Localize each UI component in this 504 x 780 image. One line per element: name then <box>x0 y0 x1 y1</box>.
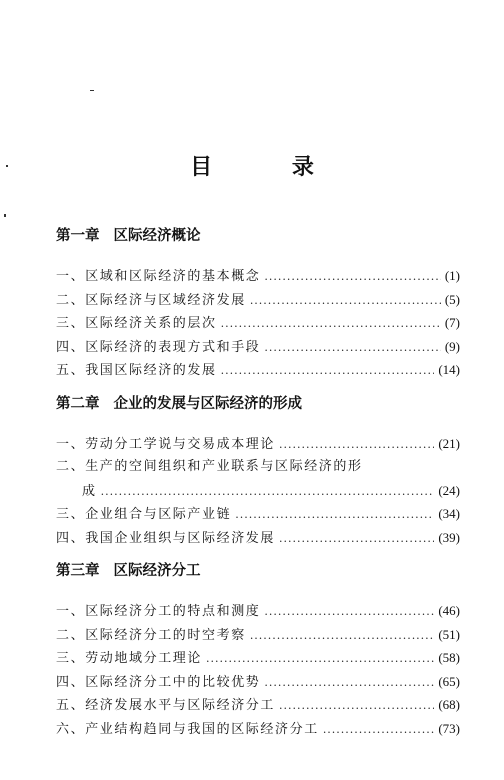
chapter-number: 第二章 <box>56 395 100 412</box>
toc-entry[interactable] <box>56 646 460 670</box>
scan-speck <box>4 214 6 217</box>
entry-list <box>56 264 460 382</box>
chapter-heading[interactable] <box>56 557 460 585</box>
entry-page: (65) <box>438 673 460 689</box>
entry-text: 二、区际经济与区域经济发展 <box>56 292 246 308</box>
entry-page: (39) <box>438 529 460 545</box>
chapter-number: 第三章 <box>56 563 100 579</box>
scan-speck <box>6 165 8 167</box>
entry-page: (68) <box>438 697 460 712</box>
entry-text: 一、劳动分工学说与交易成本理论 <box>56 436 276 452</box>
toc-entry-continuation[interactable] <box>56 479 460 503</box>
leader-dots <box>221 359 435 383</box>
toc-entry[interactable] <box>56 264 460 288</box>
toc-entry[interactable] <box>56 455 460 479</box>
toc-entry[interactable] <box>56 358 460 382</box>
leader-dots <box>264 336 440 360</box>
toc-entry[interactable] <box>56 526 460 550</box>
leader-dots <box>279 433 434 457</box>
entry-text: 一、区域和区际经济的基本概念 <box>56 269 261 284</box>
entry-page: (1) <box>444 268 460 283</box>
toc-entry[interactable] <box>56 335 460 359</box>
chapter-1 <box>56 222 460 382</box>
leader-dots <box>264 600 434 624</box>
entry-page: (34) <box>438 506 460 521</box>
toc-entry[interactable] <box>56 432 460 456</box>
leader-dots <box>250 624 435 648</box>
toc-entry[interactable] <box>56 288 460 312</box>
leader-dots <box>264 671 434 695</box>
chapter-2 <box>56 390 460 550</box>
entry-text: 五、经济发展水平与区际经济分工 <box>56 698 276 713</box>
toc-entry[interactable] <box>56 623 460 647</box>
chapter-heading[interactable] <box>56 390 460 418</box>
leader-dots <box>101 480 435 504</box>
entry-page: (9) <box>444 338 460 354</box>
entry-text: 四、我国企业组织与区际经济发展 <box>56 530 276 546</box>
chapter-title: 企业的发展与区际经济的形成 <box>113 395 302 412</box>
scan-speck <box>90 90 94 91</box>
entry-page: (58) <box>438 650 460 665</box>
entry-page: (46) <box>438 603 460 618</box>
leader-dots <box>279 694 434 718</box>
leader-dots <box>250 289 441 313</box>
entry-page: (7) <box>444 315 460 330</box>
chapter-3 <box>56 557 460 740</box>
entry-text: 四、区际经济的表现方式和手段 <box>56 339 261 355</box>
entry-page: (73) <box>438 720 460 736</box>
entry-text: 三、劳动地域分工理论 <box>56 651 203 666</box>
entry-page: (5) <box>444 291 460 307</box>
leader-dots <box>264 265 440 289</box>
entry-text: 四、区际经济分工中的比较优势 <box>56 674 261 690</box>
leader-dots <box>323 718 435 742</box>
chapter-title: 区际经济分工 <box>113 563 201 579</box>
entry-text: 二、生产的空间组织和产业联系与区际经济的形 <box>56 459 363 474</box>
toc-entry[interactable] <box>56 502 460 526</box>
toc-entry[interactable] <box>56 311 460 335</box>
entry-page: (21) <box>438 435 460 451</box>
toc-entry[interactable] <box>56 717 460 741</box>
leader-dots <box>206 647 434 671</box>
entry-text: 一、区际经济分工的特点和测度 <box>56 604 261 619</box>
entry-text: 三、企业组合与区际产业链 <box>56 507 232 522</box>
entry-text: 三、区际经济关系的层次 <box>56 316 217 331</box>
entry-list <box>56 432 460 550</box>
page-title: 目 录 <box>190 155 350 180</box>
chapter-number: 第一章 <box>56 228 100 244</box>
toc-entry[interactable] <box>56 693 460 717</box>
entry-page: (14) <box>438 362 460 377</box>
entry-list <box>56 599 460 740</box>
entry-page: (24) <box>438 482 460 498</box>
entry-page: (51) <box>438 626 460 642</box>
chapter-heading[interactable] <box>56 222 460 250</box>
entry-text: 成 <box>82 483 97 499</box>
toc-entry[interactable] <box>56 599 460 623</box>
table-of-contents <box>56 222 460 748</box>
entry-text: 五、我国区际经济的发展 <box>56 363 217 378</box>
leader-dots <box>235 503 434 527</box>
chapter-title: 区际经济概论 <box>113 228 201 244</box>
toc-entry[interactable] <box>56 670 460 694</box>
entry-text: 二、区际经济分工的时空考察 <box>56 627 246 643</box>
leader-dots <box>279 527 434 551</box>
entry-text: 六、产业结构趋同与我国的区际经济分工 <box>56 721 319 737</box>
leader-dots <box>221 312 441 336</box>
